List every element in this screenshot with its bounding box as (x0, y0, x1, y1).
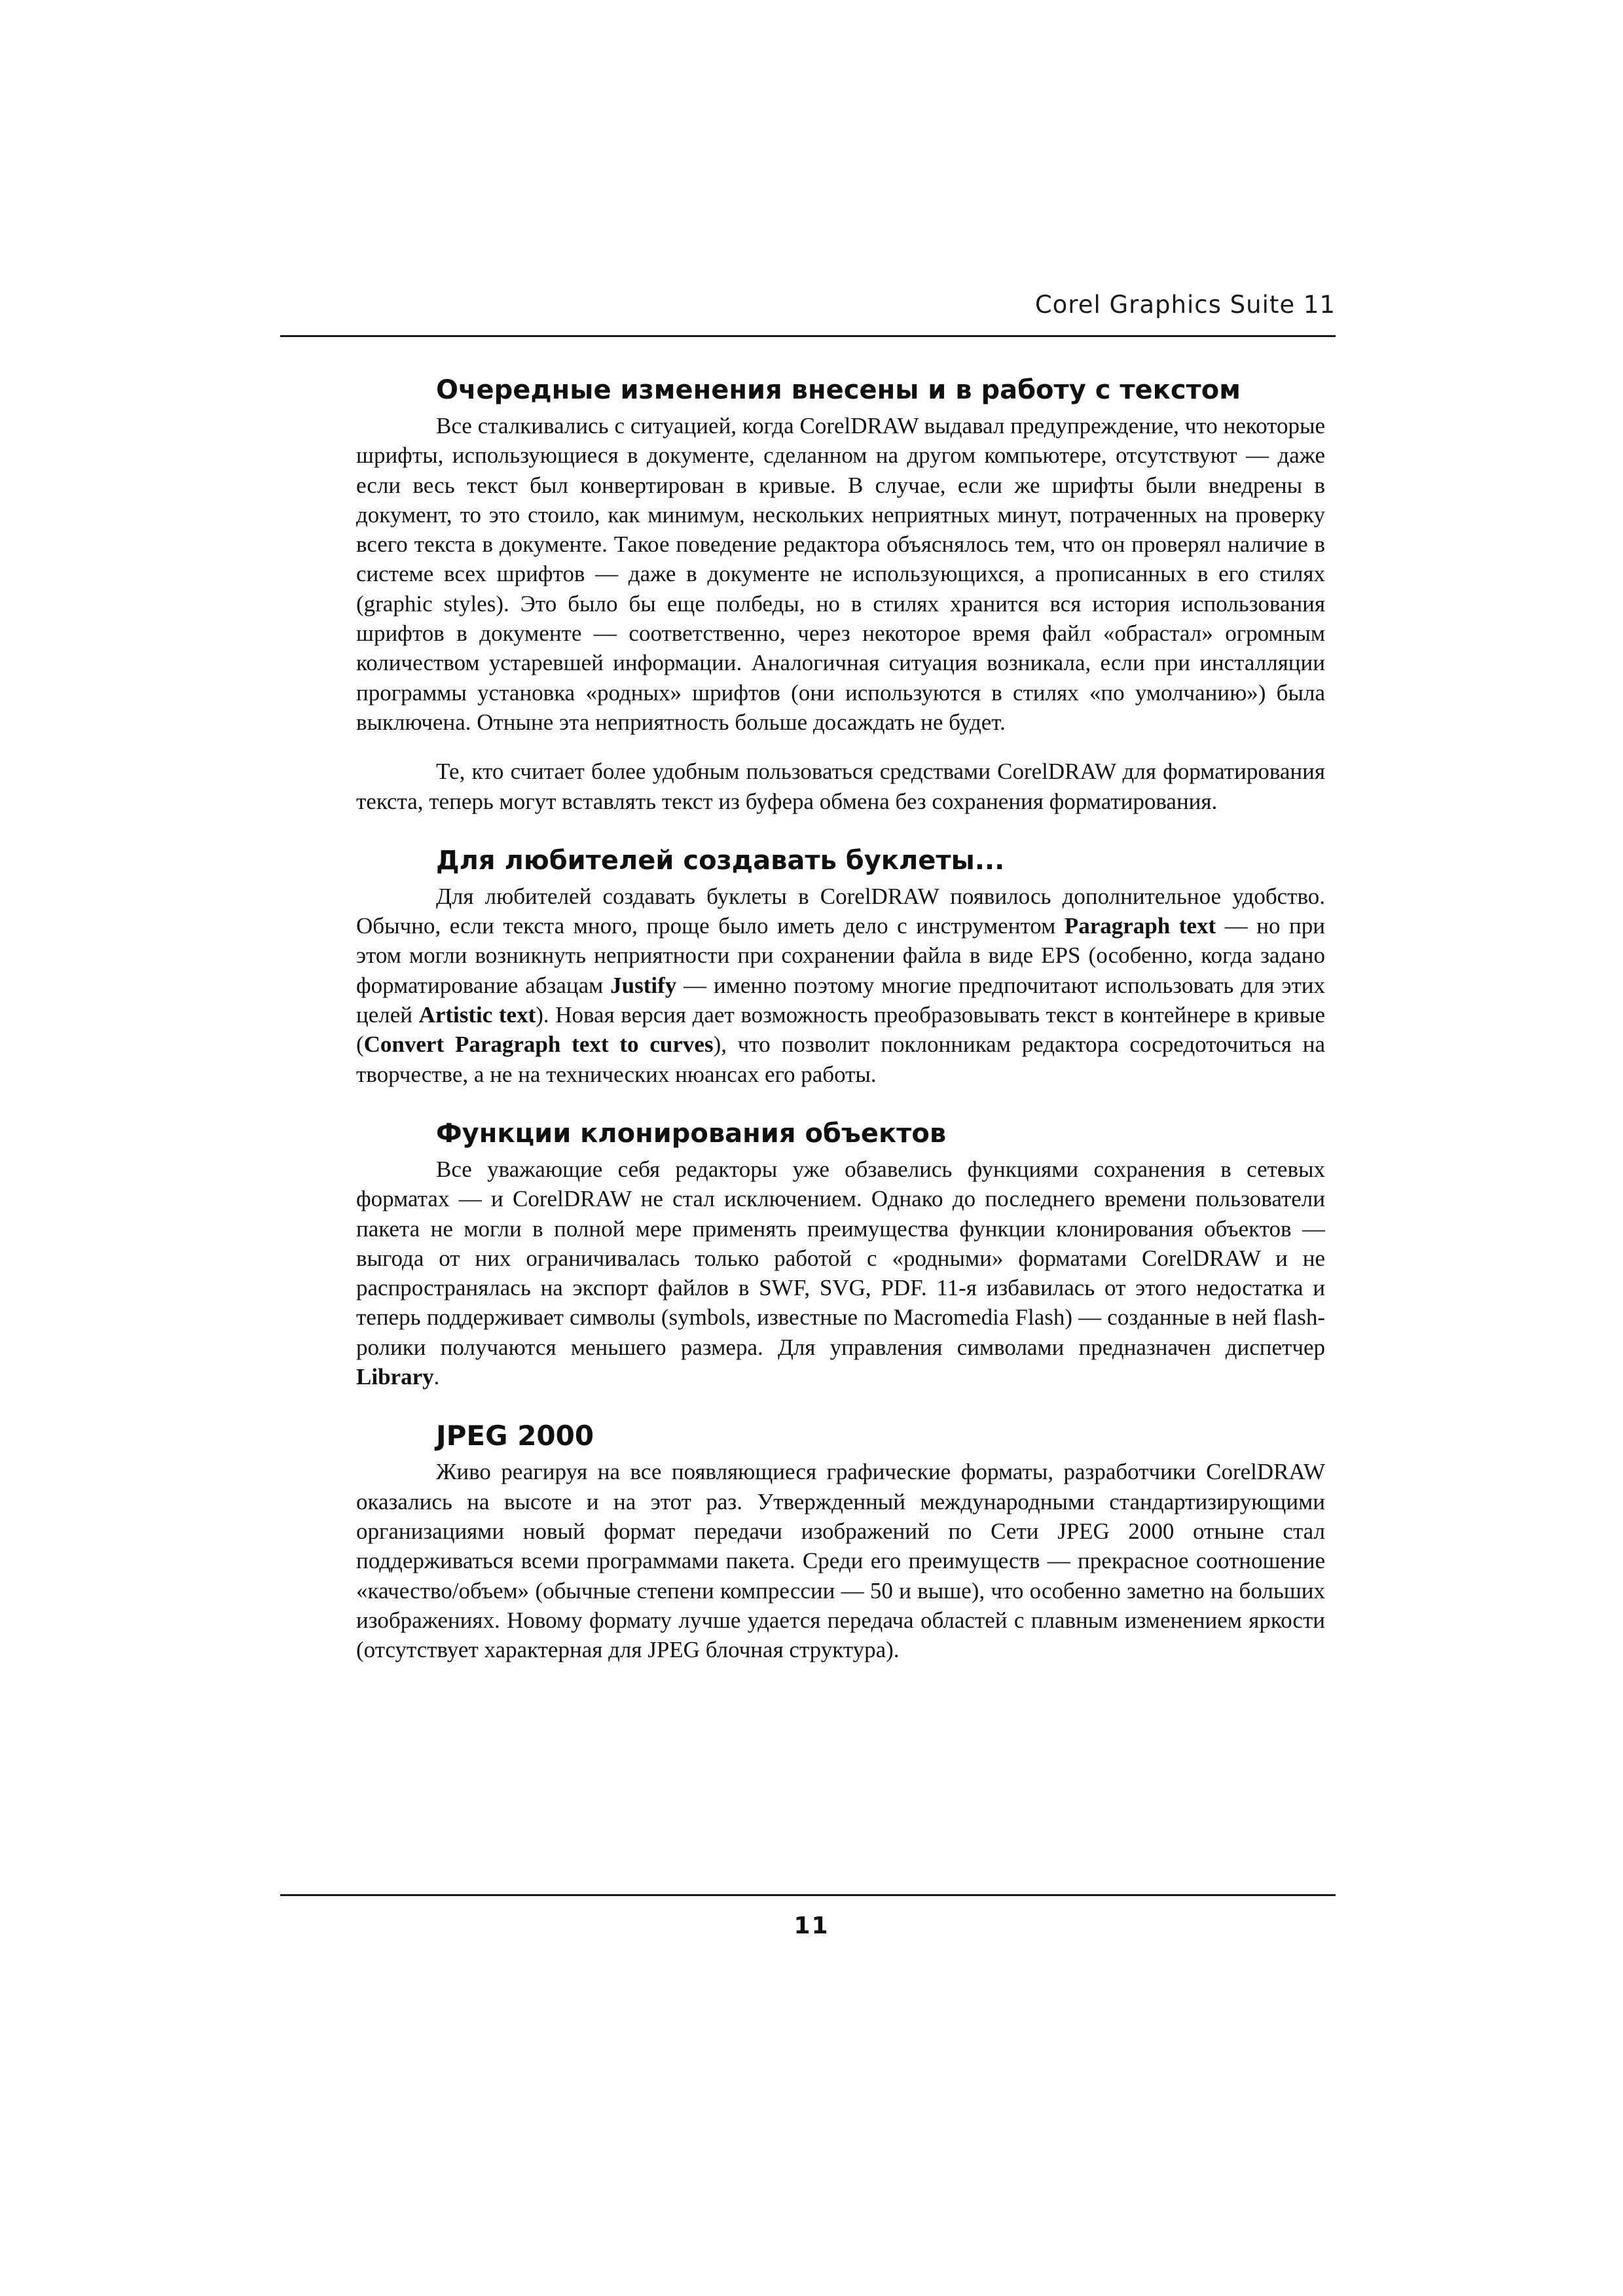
footer-rule (280, 1894, 1336, 1896)
text-run: ), что позволит поклонникам редактора сосредоточиться на творчестве, а не на технических нюансах его работы. (356, 1031, 1325, 1087)
section-heading: Очередные изменения внесены и в работу с текстом (436, 375, 1241, 405)
bold-term: Convert Paragraph text to curves (363, 1031, 714, 1058)
bold-term: Paragraph text (1064, 913, 1216, 939)
text-run: Живо реагируя на все появляющиеся графические форматы, разработчики CorelDRAW оказались на высоте и на этот раз. Утвержденный международными стандартизирующими организациями новый формат передачи изображений по Сети JPEG 2000 отныне стал поддерживаться всеми программами пакета. Среди его преимуществ — прекрасное соотношение «качество/объем» (обычные степени компрессии — 50 и выше), что особенно заметно на больших изображениях. Новому формату лучше удается передача областей с плавным изменением яркости (отсутствует характерная для JPEG блочная структура). (356, 1459, 1325, 1663)
body-paragraph (356, 757, 1325, 816)
section (356, 1118, 1325, 1391)
section-heading: JPEG 2000 (436, 1420, 594, 1452)
bold-term: Justify (610, 972, 677, 998)
body-paragraph (356, 882, 1325, 1089)
section (356, 1420, 1325, 1664)
text-run: ). Новая версия дает возможность преобразовывать текст в контейнере в кривые ( (356, 1002, 1325, 1058)
text-run: Все уважающие себя редакторы уже обзавелись функциями сохранения в сетевых форматах — и CorelDRAW не стал исключением. Однако до последнего времени пользователи пакета не могли в полной мере применять преимущества функции клонирования объектов — выгода от них ограничивалась только работой с «родными» форматами CorelDRAW и не распространялась на экспорт файлов в SWF, SVG, PDF. 11-я избавилась от этого недостатка и теперь поддерживает символы (symbols, известные по Macromedia Flash) — созданные в ней flash-ролики получаются меньшего размера. Для управления символами предназначен диспетчер (356, 1156, 1325, 1360)
bold-term: Artistic text (418, 1002, 536, 1028)
bold-term: Library (356, 1364, 434, 1390)
text-run: Все сталкивались с ситуацией, когда CorelDRAW выдавал предупреждение, что некоторые шрифты, использующиеся в документе, сделанном на другом компьютере, отсутствуют — даже если весь текст был конвертирован в кривые. В случае, если же шрифты были внедрены в документ, то это стоило, как минимум, нескольких неприятных минут, потраченных на проверку всего текста в документе. Такое поведение редактора объяснялось тем, что он проверял наличие в системе всех шрифтов — даже в документе не использующихся, а прописанных в его стилях (graphic styles). Это было бы еще полбеды, но в стилях хранится вся история использования шрифтов в документе — соответственно, через некоторое время файл «обрастал» огромным количеством устаревшей информации. Аналогичная ситуация возникала, если при инсталляции программы установка «родных» шрифтов (они используются в стилях «по умолчанию») была выключена. Отныне эта неприятность больше досаждать не будет. (356, 413, 1325, 735)
header-rule (280, 335, 1336, 337)
body-paragraph (356, 411, 1325, 737)
text-run: Для любителей создавать буклеты в CorelDRAW появилось дополнительное удобство. Обычно, если текста много, проще было иметь дело с инструментом (356, 883, 1325, 939)
text-run: — именно поэтому многие предпочитают использовать для этих целей (356, 972, 1325, 1028)
body-paragraph (356, 1457, 1325, 1664)
section-heading: Функции клонирования объектов (436, 1118, 947, 1149)
page-number: 11 (793, 1912, 830, 1939)
section (356, 845, 1325, 1089)
body-paragraph (356, 1155, 1325, 1391)
section (356, 374, 1325, 816)
text-run: — но при этом могли возникнуть неприятности при сохранении файла в виде EPS (особенно, когда задано форматирование абзацам (356, 913, 1325, 998)
text-run: Те, кто считает более удобным пользоваться средствами CorelDRAW для форматирования текста, теперь могут вставлять текст из буфера обмена без сохранения форматирования. (356, 759, 1325, 814)
page-body (356, 374, 1325, 1693)
running-header: Corel Graphics Suite 11 (1034, 291, 1336, 319)
text-run: . (433, 1364, 440, 1390)
section-heading: Для любителей создавать буклеты... (436, 845, 1005, 876)
